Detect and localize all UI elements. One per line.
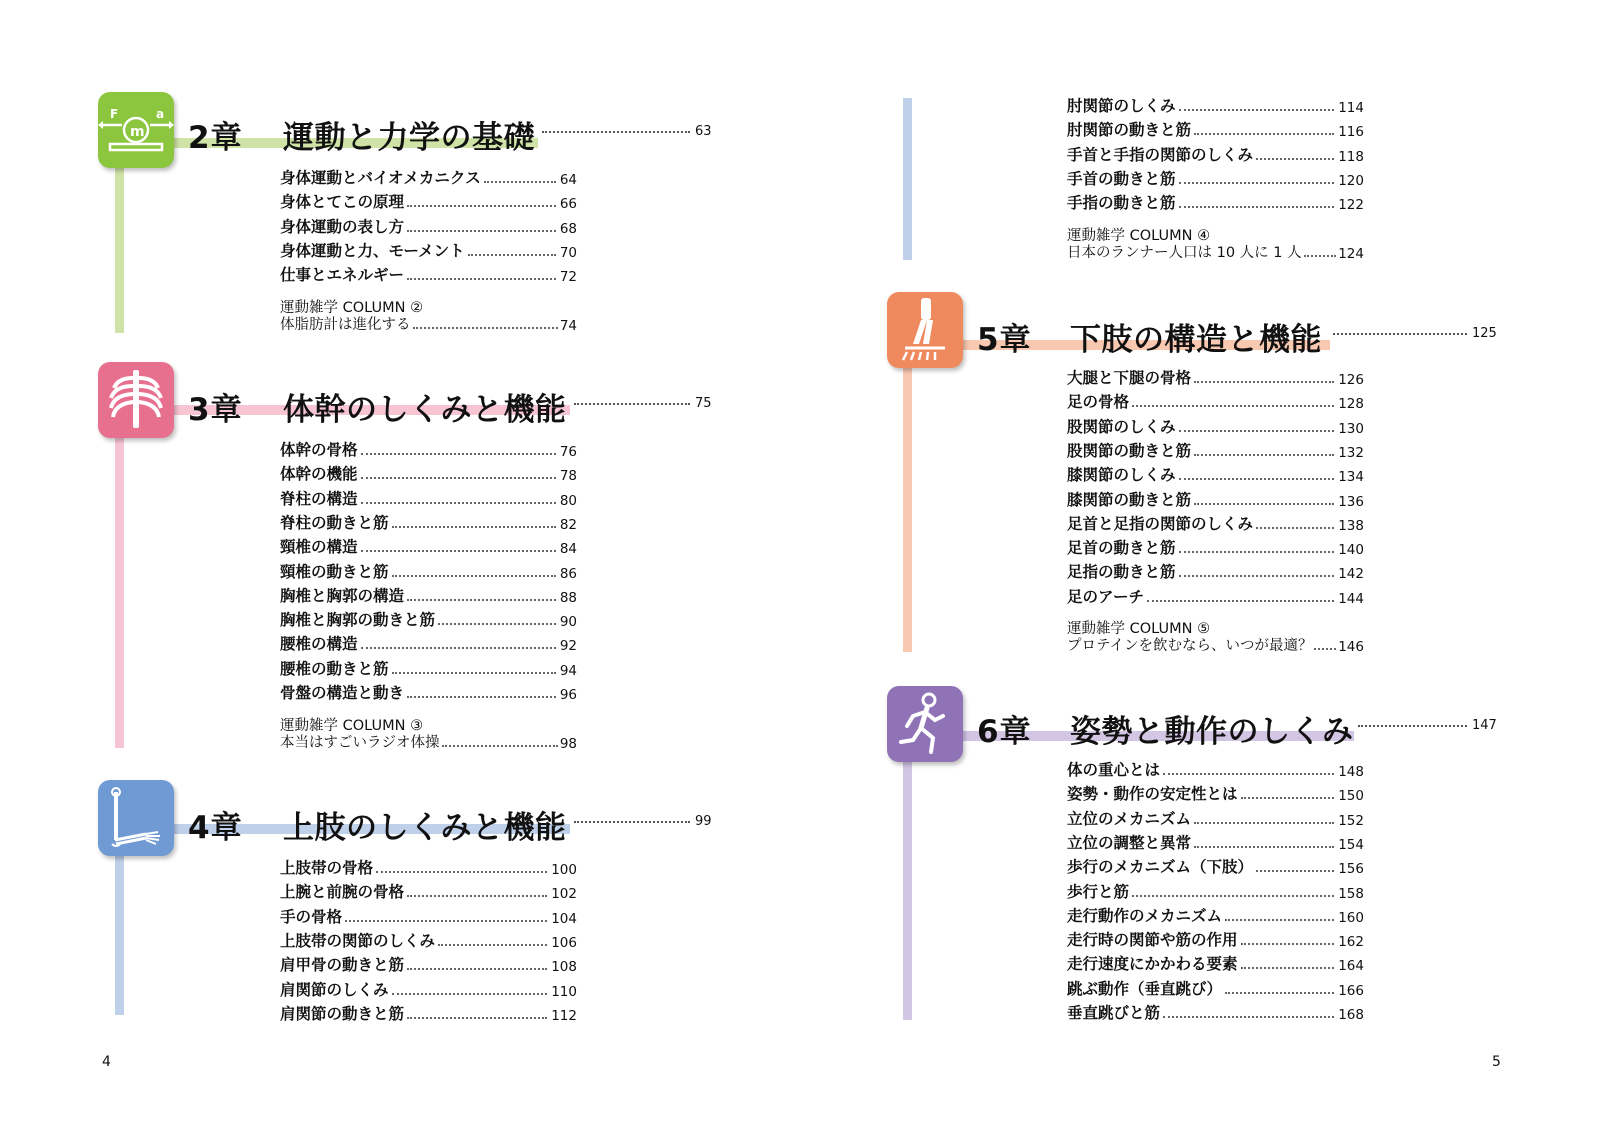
toc-entry-leader bbox=[1241, 967, 1335, 969]
toc-entry[interactable] bbox=[1067, 191, 1364, 213]
toc-entry-page: 70 bbox=[559, 245, 577, 261]
toc-entry-title: 大腿と下腿の骨格 bbox=[1067, 369, 1192, 387]
toc-entry-leader bbox=[407, 599, 556, 601]
toc-entry[interactable] bbox=[280, 953, 577, 975]
toc-entry-leader bbox=[361, 502, 556, 504]
toc-entry-page: 114 bbox=[1338, 100, 1364, 116]
toc-entry[interactable] bbox=[1067, 758, 1364, 780]
toc-entry-leader bbox=[468, 254, 556, 256]
toc-entry-title: 姿勢・動作の安定性とは bbox=[1067, 785, 1238, 803]
toc-entry-page: 140 bbox=[1338, 542, 1364, 558]
toc-entry[interactable] bbox=[280, 263, 577, 285]
chapter-5-number: 5章 bbox=[977, 322, 1032, 358]
chapter-6-title[interactable]: 姿勢と動作のしくみ bbox=[1070, 714, 1354, 750]
toc-entry-page: 72 bbox=[559, 269, 577, 285]
toc-entry-page: 168 bbox=[1338, 1007, 1364, 1023]
toc-entry-page: 132 bbox=[1338, 445, 1364, 461]
toc-entry-page: 134 bbox=[1338, 469, 1364, 485]
toc-entry-page: 96 bbox=[559, 687, 577, 703]
toc-entry[interactable] bbox=[280, 462, 577, 484]
toc-entry[interactable] bbox=[280, 511, 577, 533]
toc-entry-page: 94 bbox=[559, 663, 577, 679]
toc-entry-page: 142 bbox=[1338, 566, 1364, 582]
toc-entry-title: 肩甲骨の動きと筋 bbox=[280, 956, 405, 974]
toc-entry[interactable] bbox=[1067, 488, 1364, 510]
toc-entry-page: 152 bbox=[1338, 813, 1364, 829]
chapter-5-title[interactable]: 下肢の構造と機能 bbox=[1070, 322, 1322, 358]
arm-bones-icon bbox=[98, 780, 174, 856]
chapter-3-title[interactable]: 体幹のしくみと機能 bbox=[283, 392, 567, 428]
toc-entry-page: 64 bbox=[559, 172, 577, 188]
toc-entry-page: 160 bbox=[1338, 910, 1364, 926]
toc-entry-page: 166 bbox=[1338, 983, 1364, 999]
toc-entry[interactable] bbox=[1067, 143, 1364, 165]
toc-entry-page: 90 bbox=[559, 614, 577, 630]
toc-entry[interactable] bbox=[1067, 977, 1364, 999]
chapter-4-number: 4章 bbox=[188, 810, 243, 846]
toc-entry-leader bbox=[1179, 109, 1335, 111]
toc-entry-page: 66 bbox=[559, 196, 577, 212]
toc-entry[interactable] bbox=[280, 608, 577, 630]
column-5-label: 運動雑学 COLUMN ⑤ bbox=[1067, 621, 1211, 637]
toc-entry-title: 腰椎の構造 bbox=[280, 635, 358, 653]
toc-entry-page: 162 bbox=[1338, 934, 1364, 950]
toc-entry-page: 136 bbox=[1338, 494, 1364, 510]
toc-entry-title: 身体運動とバイオメカニクス bbox=[280, 169, 481, 187]
toc-entry-page: 68 bbox=[559, 221, 577, 237]
toc-entry-title: 股関節の動きと筋 bbox=[1067, 442, 1192, 460]
toc-entry-page: 106 bbox=[551, 935, 577, 951]
toc-entry-title: 体幹の機能 bbox=[280, 465, 358, 483]
toc-entry-page: 122 bbox=[1338, 197, 1364, 213]
column-3-page: 98 bbox=[559, 736, 577, 752]
toc-entry-leader bbox=[1163, 773, 1334, 775]
force-mass-acceleration-icon bbox=[98, 92, 174, 168]
toc-entry-title: 垂直跳びと筋 bbox=[1067, 1004, 1161, 1022]
chapter-4-leader bbox=[574, 821, 690, 823]
toc-entry[interactable] bbox=[1067, 1001, 1364, 1023]
toc-entry-page: 126 bbox=[1338, 372, 1364, 388]
toc-entry-title: 手の骨格 bbox=[280, 908, 343, 926]
toc-entry-title: 身体運動の表し方 bbox=[280, 218, 405, 236]
toc-entry-leader bbox=[361, 477, 556, 479]
toc-entry-title: 手首と手指の関節のしくみ bbox=[1067, 146, 1254, 164]
icon-letter-a: a bbox=[156, 107, 165, 121]
chapter-6-icon-box bbox=[887, 686, 963, 762]
toc-entry-title: 肘関節の動きと筋 bbox=[1067, 121, 1192, 139]
toc-entry-title: 腰椎の動きと筋 bbox=[280, 660, 389, 678]
toc-entry-title: 肩関節の動きと筋 bbox=[280, 1005, 405, 1023]
running-person-icon bbox=[887, 686, 963, 762]
icon-letter-m: m bbox=[130, 124, 145, 140]
toc-entry[interactable] bbox=[1067, 536, 1364, 558]
column-3-title: 本当はすごいラジオ体操 bbox=[280, 735, 440, 751]
toc-entry-leader bbox=[407, 895, 547, 897]
toc-entry[interactable] bbox=[1067, 366, 1364, 388]
chapter-2-leader bbox=[542, 131, 690, 133]
toc-entry-leader bbox=[392, 575, 556, 577]
toc-entry-title: 足の骨格 bbox=[1067, 393, 1130, 411]
toc-entry[interactable] bbox=[280, 978, 577, 1000]
toc-entry[interactable] bbox=[280, 487, 577, 509]
toc-entry-title: 膝関節の動きと筋 bbox=[1067, 491, 1192, 509]
toc-entry-page: 76 bbox=[559, 444, 577, 460]
toc-entry[interactable] bbox=[1067, 463, 1364, 485]
toc-entry-title: 頸椎の動きと筋 bbox=[280, 563, 389, 581]
toc-entry-page: 128 bbox=[1338, 396, 1364, 412]
toc-entry-page: 102 bbox=[551, 886, 577, 902]
icon-letter-f: F bbox=[110, 107, 119, 121]
toc-entry[interactable] bbox=[1067, 512, 1364, 534]
toc-entry[interactable] bbox=[1067, 782, 1364, 804]
toc-entry-title: 走行動作のメカニズム bbox=[1067, 907, 1223, 925]
toc-entry-page: 120 bbox=[1338, 173, 1364, 189]
toc-entry-leader bbox=[1225, 919, 1334, 921]
chapter-2-page: 63 bbox=[695, 124, 712, 139]
chapter-3-leader bbox=[574, 403, 690, 405]
toc-entry-leader bbox=[484, 181, 556, 183]
toc-entry-title: 足のアーチ bbox=[1067, 588, 1145, 606]
toc-entry-leader bbox=[407, 1017, 547, 1019]
toc-entry[interactable] bbox=[1067, 880, 1364, 902]
chapter-4-cont-bar bbox=[903, 98, 912, 260]
toc-entry-leader bbox=[392, 672, 556, 674]
toc-entry[interactable] bbox=[280, 535, 577, 557]
chapter-5-leader bbox=[1333, 333, 1467, 335]
toc-entry-page: 100 bbox=[551, 862, 577, 878]
leg-bones-icon bbox=[887, 292, 963, 368]
toc-entry-leader bbox=[1194, 381, 1334, 383]
toc-entry-title: 肘関節のしくみ bbox=[1067, 97, 1176, 115]
toc-entry-title: 手首の動きと筋 bbox=[1067, 170, 1176, 188]
toc-entry[interactable] bbox=[280, 632, 577, 654]
toc-entry[interactable] bbox=[1067, 439, 1364, 461]
column-4-entry[interactable] bbox=[1067, 242, 1364, 262]
toc-entry[interactable] bbox=[280, 880, 577, 902]
toc-entry[interactable] bbox=[280, 215, 577, 237]
toc-entry-leader bbox=[1179, 575, 1335, 577]
toc-entry-page: 150 bbox=[1338, 788, 1364, 804]
toc-entry-title: 身体運動と力、モーメント bbox=[280, 242, 465, 260]
column-5-title: プロテインを飲むなら、いつが最適？ bbox=[1067, 638, 1313, 654]
chapter-3-icon-box bbox=[98, 362, 174, 438]
toc-entry-leader bbox=[1132, 895, 1334, 897]
toc-entry-title: 頸椎の構造 bbox=[280, 538, 358, 556]
toc-entry[interactable] bbox=[280, 657, 577, 679]
toc-entry-title: 上肢帯の骨格 bbox=[280, 859, 374, 877]
toc-entry-title: 足首と足指の関節のしくみ bbox=[1067, 515, 1254, 533]
toc-entry-leader bbox=[1256, 870, 1334, 872]
column-5-entry[interactable] bbox=[1067, 635, 1364, 655]
toc-entry-leader bbox=[1179, 182, 1335, 184]
toc-entry-leader bbox=[1194, 503, 1334, 505]
toc-entry-page: 116 bbox=[1338, 124, 1364, 140]
toc-entry-page: 108 bbox=[551, 959, 577, 975]
toc-entry-page: 84 bbox=[559, 541, 577, 557]
toc-entry-leader bbox=[376, 871, 547, 873]
toc-entry-leader bbox=[392, 993, 548, 995]
toc-entry-leader bbox=[1256, 527, 1334, 529]
toc-entry-leader bbox=[1179, 430, 1335, 432]
chapter-6-number: 6章 bbox=[977, 714, 1032, 750]
toc-entry-page: 112 bbox=[551, 1008, 577, 1024]
toc-entry-leader bbox=[407, 205, 556, 207]
toc-entry-leader bbox=[1225, 992, 1334, 994]
toc-entry-page: 118 bbox=[1338, 149, 1364, 165]
column-4-page: 124 bbox=[1338, 246, 1364, 262]
toc-entry[interactable] bbox=[1067, 855, 1364, 877]
toc-entry-leader bbox=[1179, 478, 1335, 480]
toc-entry-leader bbox=[392, 526, 556, 528]
toc-entry[interactable] bbox=[280, 239, 577, 261]
toc-entry-leader bbox=[1241, 943, 1335, 945]
toc-entry-leader bbox=[438, 944, 547, 946]
toc-entry-page: 80 bbox=[559, 493, 577, 509]
toc-entry[interactable] bbox=[1067, 952, 1364, 974]
toc-entry-title: 股関節のしくみ bbox=[1067, 418, 1176, 436]
toc-entry-leader bbox=[407, 278, 556, 280]
toc-entry-title: 走行速度にかかわる要素 bbox=[1067, 955, 1238, 973]
toc-entry[interactable] bbox=[280, 905, 577, 927]
toc-entry-title: 跳ぶ動作（垂直跳び） bbox=[1067, 980, 1223, 998]
toc-entry[interactable] bbox=[1067, 904, 1364, 926]
toc-entry-page: 86 bbox=[559, 566, 577, 582]
toc-entry-leader bbox=[1194, 454, 1334, 456]
chapter-3-page: 75 bbox=[695, 396, 712, 411]
toc-entry-page: 158 bbox=[1338, 886, 1364, 902]
toc-entry-leader bbox=[1256, 158, 1334, 160]
toc-entry-leader bbox=[1179, 206, 1335, 208]
column-3-label: 運動雑学 COLUMN ③ bbox=[280, 718, 424, 734]
toc-entry-title: 胸椎と胸郭の動きと筋 bbox=[280, 611, 436, 629]
page-number-left: 4 bbox=[102, 1054, 111, 1070]
toc-entry-page: 148 bbox=[1338, 764, 1364, 780]
toc-entry-leader bbox=[1132, 405, 1334, 407]
toc-entry-page: 82 bbox=[559, 517, 577, 533]
chapter-3-bar bbox=[115, 420, 124, 748]
toc-entry-page: 156 bbox=[1338, 861, 1364, 877]
toc-entry-leader bbox=[345, 920, 547, 922]
column-2-label: 運動雑学 COLUMN ② bbox=[280, 300, 424, 316]
toc-entry-page: 130 bbox=[1338, 421, 1364, 437]
toc-entry[interactable] bbox=[1067, 415, 1364, 437]
toc-entry-title: 上肢帯の関節のしくみ bbox=[280, 932, 436, 950]
toc-entry-title: 走行時の関節や筋の作用 bbox=[1067, 931, 1238, 949]
toc-entry-leader bbox=[438, 623, 556, 625]
toc-entry-title: 手指の動きと筋 bbox=[1067, 194, 1176, 212]
column-4-title: 日本のランナー人口は 10 人に 1 人 bbox=[1067, 245, 1302, 261]
toc-entry[interactable] bbox=[1067, 167, 1364, 189]
toc-entry[interactable] bbox=[1067, 390, 1364, 412]
toc-entry-leader bbox=[361, 550, 556, 552]
toc-entry-title: 足首の動きと筋 bbox=[1067, 539, 1176, 557]
ribcage-icon bbox=[98, 362, 174, 438]
chapter-6-leader bbox=[1358, 725, 1467, 727]
toc-entry-title: 肩関節のしくみ bbox=[280, 981, 389, 999]
chapter-4-bar bbox=[115, 835, 124, 1015]
column-2-entry[interactable] bbox=[280, 314, 577, 334]
toc-entry[interactable] bbox=[280, 681, 577, 703]
toc-entry-title: 仕事とエネルギー bbox=[280, 266, 405, 284]
chapter-4-page: 99 bbox=[695, 814, 712, 829]
toc-entry-title: 膝関節のしくみ bbox=[1067, 466, 1176, 484]
chapter-5-bar bbox=[903, 350, 912, 652]
toc-entry-page: 154 bbox=[1338, 837, 1364, 853]
toc-entry[interactable] bbox=[280, 166, 577, 188]
toc-entry-page: 144 bbox=[1338, 591, 1364, 607]
toc-entry-page: 104 bbox=[551, 911, 577, 927]
toc-entry-title: 身体とてこの原理 bbox=[280, 193, 405, 211]
toc-entry-page: 92 bbox=[559, 638, 577, 654]
toc-entry-title: 脊柱の動きと筋 bbox=[280, 514, 389, 532]
toc-entry-leader bbox=[407, 696, 556, 698]
toc-entry[interactable] bbox=[280, 560, 577, 582]
toc-entry-title: 歩行と筋 bbox=[1067, 883, 1130, 901]
toc-entry-leader bbox=[1147, 600, 1334, 602]
toc-entry-page: 88 bbox=[559, 590, 577, 606]
column-4-label: 運動雑学 COLUMN ④ bbox=[1067, 228, 1211, 244]
page-number-right: 5 bbox=[1492, 1054, 1501, 1070]
toc-entry-leader bbox=[361, 647, 556, 649]
toc-entry-page: 78 bbox=[559, 468, 577, 484]
chapter-2-icon-box bbox=[98, 92, 174, 168]
toc-entry-page: 110 bbox=[551, 984, 577, 1000]
chapter-5-page: 125 bbox=[1472, 326, 1497, 341]
toc-entry-title: 立位のメカニズム bbox=[1067, 810, 1192, 828]
toc-entry-leader bbox=[361, 453, 556, 455]
toc-entry[interactable] bbox=[1067, 118, 1364, 140]
toc-entry-title: 足指の動きと筋 bbox=[1067, 563, 1176, 581]
chapter-4-title[interactable]: 上肢のしくみと機能 bbox=[283, 810, 567, 846]
chapter-6-page: 147 bbox=[1472, 718, 1497, 733]
chapter-2-bar bbox=[115, 150, 124, 333]
column-2-title: 体脂肪計は進化する bbox=[280, 317, 411, 333]
toc-entry-page: 164 bbox=[1338, 958, 1364, 974]
chapter-6-bar bbox=[903, 740, 912, 1020]
toc-entry[interactable] bbox=[1067, 585, 1364, 607]
toc-entry-title: 歩行のメカニズム（下肢） bbox=[1067, 858, 1254, 876]
toc-entry[interactable] bbox=[1067, 807, 1364, 829]
toc-entry[interactable] bbox=[280, 584, 577, 606]
toc-entry-title: 立位の調整と異常 bbox=[1067, 834, 1192, 852]
toc-entry-leader bbox=[1194, 846, 1334, 848]
toc-entry-page: 138 bbox=[1338, 518, 1364, 534]
toc-entry-leader bbox=[1241, 797, 1335, 799]
chapter-5-icon-box bbox=[887, 292, 963, 368]
toc-entry[interactable] bbox=[1067, 94, 1364, 116]
toc-entry-leader bbox=[1194, 822, 1334, 824]
toc-entry[interactable] bbox=[280, 929, 577, 951]
chapter-2-title[interactable]: 運動と力学の基礎 bbox=[283, 120, 535, 156]
toc-entry[interactable] bbox=[280, 190, 577, 212]
toc-entry-title: 上腕と前腕の骨格 bbox=[280, 883, 405, 901]
toc-entry[interactable] bbox=[280, 1002, 577, 1024]
toc-entry[interactable] bbox=[280, 438, 577, 460]
toc-entry-title: 骨盤の構造と動き bbox=[280, 684, 405, 702]
toc-entry-title: 体の重心とは bbox=[1067, 761, 1161, 779]
toc-entry-title: 脊柱の構造 bbox=[280, 490, 358, 508]
chapter-3-number: 3章 bbox=[188, 392, 243, 428]
toc-entry-leader bbox=[1194, 133, 1334, 135]
toc-entry[interactable] bbox=[1067, 560, 1364, 582]
toc-entry-leader bbox=[407, 230, 556, 232]
toc-entry-leader bbox=[1179, 551, 1335, 553]
chapter-2-number: 2章 bbox=[188, 120, 243, 156]
toc-entry[interactable] bbox=[1067, 928, 1364, 950]
toc-entry-title: 体幹の骨格 bbox=[280, 441, 358, 459]
toc-entry-leader bbox=[1163, 1016, 1334, 1018]
column-2-page: 74 bbox=[559, 318, 577, 334]
column-3-entry[interactable] bbox=[280, 732, 577, 752]
toc-entry[interactable] bbox=[1067, 831, 1364, 853]
chapter-4-icon-box bbox=[98, 780, 174, 856]
column-5-page: 146 bbox=[1338, 639, 1364, 655]
toc-entry[interactable] bbox=[280, 856, 577, 878]
toc-entry-title: 胸椎と胸郭の構造 bbox=[280, 587, 405, 605]
toc-entry-leader bbox=[407, 968, 547, 970]
